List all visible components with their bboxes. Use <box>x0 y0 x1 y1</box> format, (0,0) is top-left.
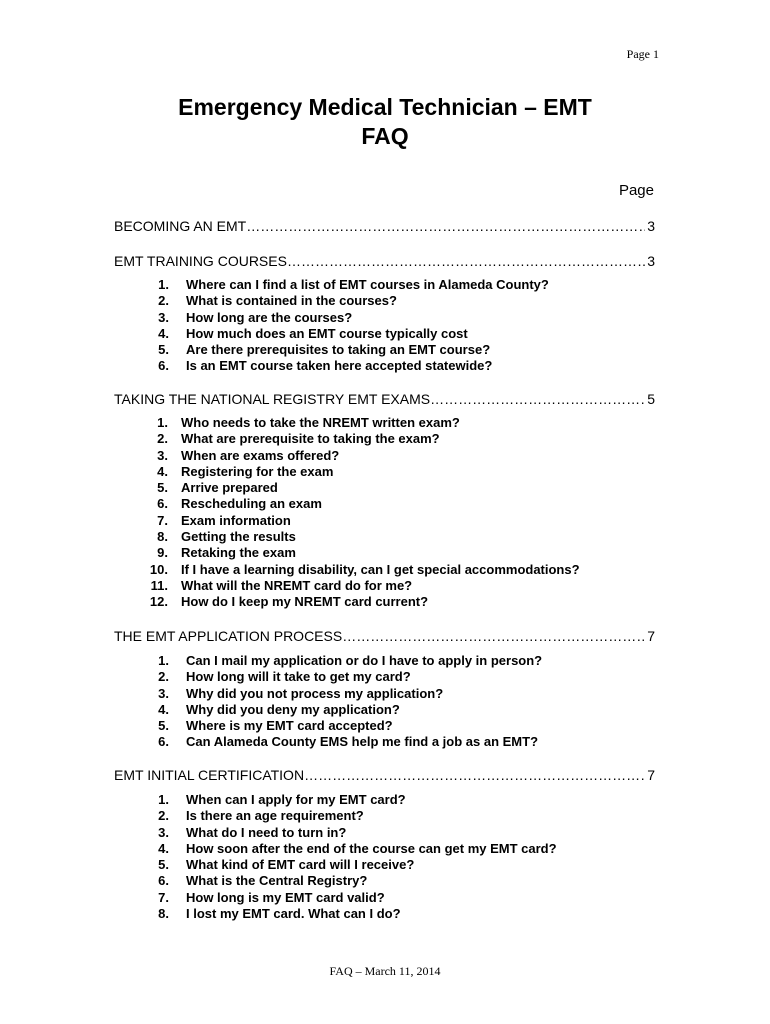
list-item[interactable] <box>114 808 557 824</box>
list-item[interactable] <box>114 277 549 293</box>
item-text: Are there prerequisites to taking an EMT course? <box>186 342 491 358</box>
list-item[interactable] <box>114 792 557 808</box>
list-item[interactable] <box>114 415 580 431</box>
page-footer: FAQ – March 11, 2014 <box>329 964 441 978</box>
title-line-2: FAQ <box>361 123 409 149</box>
item-number: 1. <box>158 653 169 668</box>
item-number: 2. <box>158 669 169 685</box>
item-text: What are prerequisite to taking the exam? <box>181 431 440 447</box>
item-text: How much does an EMT course typically cost <box>186 325 468 341</box>
list-item[interactable] <box>114 562 580 578</box>
item-text: When are exams offered? <box>181 447 340 463</box>
item-number: 12. <box>149 594 168 610</box>
list-item[interactable] <box>114 734 542 750</box>
page-column-header: Page <box>618 182 654 199</box>
item-text: Retaking the exam <box>181 545 296 561</box>
item-number: 4. <box>158 840 169 856</box>
item-text: Getting the results <box>181 529 296 545</box>
item-number: 4. <box>158 325 169 341</box>
item-number: 8. <box>157 529 168 545</box>
list-item[interactable] <box>114 431 580 447</box>
item-number: 2. <box>158 293 169 309</box>
list-item[interactable] <box>114 702 542 718</box>
item-text: How long is my EMT card valid? <box>186 889 385 905</box>
document-title <box>0 93 770 151</box>
list-item[interactable] <box>114 825 557 841</box>
list-item[interactable] <box>114 326 549 342</box>
item-number: 7. <box>157 512 168 528</box>
list-item[interactable] <box>114 310 549 326</box>
item-text: Where is my EMT card accepted? <box>186 718 393 734</box>
question-list-training-courses <box>114 277 549 375</box>
item-number: 5. <box>158 718 169 734</box>
item-text: Why did you not process my application? <box>186 685 444 701</box>
item-text: What is contained in the courses? <box>186 293 397 309</box>
list-item[interactable] <box>114 464 580 480</box>
list-item[interactable] <box>114 480 580 496</box>
item-text: What do I need to turn in? <box>186 824 347 840</box>
item-number: 2. <box>157 431 168 447</box>
question-list-application-process <box>114 653 542 751</box>
item-text: Can Alameda County EMS help me find a job as an EMT? <box>186 734 539 750</box>
item-number: 3. <box>158 685 169 701</box>
item-text: Is there an age requirement? <box>186 808 364 824</box>
page-number: Page 1 <box>626 47 659 61</box>
item-text: When can I apply for my EMT card? <box>186 792 406 807</box>
list-item[interactable] <box>114 358 549 374</box>
list-item[interactable] <box>114 857 557 873</box>
list-item[interactable] <box>114 594 580 610</box>
item-number: 10. <box>149 561 168 577</box>
item-number: 5. <box>158 857 169 873</box>
section-label: EMT INITIAL CERTIFICATION <box>114 767 305 783</box>
section-label: BECOMING AN EMT <box>114 218 247 234</box>
section-label: TAKING THE NATIONAL REGISTRY EMT EXAMS <box>114 391 431 407</box>
list-item[interactable] <box>114 669 542 685</box>
list-item[interactable] <box>114 545 580 561</box>
title-line-1: Emergency Medical Technician – EMT <box>178 94 592 120</box>
item-text: How long will it take to get my card? <box>186 669 411 685</box>
item-number: 6. <box>158 873 169 889</box>
list-item[interactable] <box>114 686 542 702</box>
item-number: 5. <box>158 342 169 358</box>
leader-dots <box>287 253 645 269</box>
item-number: 1. <box>158 792 169 807</box>
list-item[interactable] <box>114 653 542 669</box>
section-page-number: 5 <box>647 391 655 407</box>
leader-dots <box>246 218 645 234</box>
item-number: 3. <box>158 309 169 325</box>
item-number: 8. <box>158 906 169 922</box>
list-item[interactable] <box>114 718 542 734</box>
item-text: Can I mail my application or do I have to apply in person? <box>186 653 543 668</box>
list-item[interactable] <box>114 890 557 906</box>
toc-section-national-registry-exams[interactable] <box>114 391 655 407</box>
item-number: 6. <box>158 358 169 374</box>
question-list-national-registry <box>114 415 580 611</box>
list-item[interactable] <box>114 513 580 529</box>
leader-dots <box>430 391 645 407</box>
item-number: 9. <box>157 545 168 561</box>
section-page-number: 3 <box>647 218 655 234</box>
question-list-initial-certification <box>114 792 557 922</box>
list-item[interactable] <box>114 529 580 545</box>
item-text: Is an EMT course taken here accepted statewide? <box>186 358 493 374</box>
list-item[interactable] <box>114 906 557 922</box>
item-text: Arrive prepared <box>181 480 278 496</box>
list-item[interactable] <box>114 496 580 512</box>
section-page-number: 7 <box>647 767 655 783</box>
toc-section-application-process[interactable] <box>114 628 655 644</box>
item-text: Exam information <box>181 512 291 528</box>
item-text: What will the NREMT card do for me? <box>181 577 413 593</box>
item-number: 6. <box>158 734 169 750</box>
list-item[interactable] <box>114 342 549 358</box>
list-item[interactable] <box>114 293 549 309</box>
item-text: Why did you deny my application? <box>186 701 400 717</box>
item-text: If I have a learning disability, can I get special accommodations? <box>181 561 580 577</box>
item-number: 4. <box>157 463 168 479</box>
item-number: 6. <box>157 496 168 512</box>
item-number: 5. <box>157 480 168 496</box>
item-number: 1. <box>157 415 168 430</box>
list-item[interactable] <box>114 873 557 889</box>
section-page-number: 3 <box>647 253 655 269</box>
item-number: 3. <box>158 824 169 840</box>
item-text: I lost my EMT card. What can I do? <box>186 906 401 922</box>
toc-section-emt-training-courses[interactable] <box>114 253 655 269</box>
item-text: Rescheduling an exam <box>181 496 322 512</box>
item-text: How soon after the end of the course can get my EMT card? <box>186 840 557 856</box>
section-page-number: 7 <box>647 628 655 644</box>
item-text: What kind of EMT card will I receive? <box>186 857 415 873</box>
item-text: Where can I find a list of EMT courses in Alameda County? <box>186 277 549 292</box>
leader-dots <box>342 628 645 644</box>
item-number: 1. <box>158 277 169 292</box>
item-text: How do I keep my NREMT card current? <box>181 594 429 610</box>
item-text: How long are the courses? <box>186 309 353 325</box>
item-number: 3. <box>157 447 168 463</box>
item-number: 4. <box>158 701 169 717</box>
toc-section-becoming-an-emt[interactable] <box>114 218 655 234</box>
section-label: EMT TRAINING COURSES <box>114 253 287 269</box>
list-item[interactable] <box>114 448 580 464</box>
list-item[interactable] <box>114 578 580 594</box>
leader-dots <box>304 767 645 783</box>
item-text: What is the Central Registry? <box>186 873 368 889</box>
list-item[interactable] <box>114 841 557 857</box>
item-number: 2. <box>158 808 169 824</box>
item-number: 7. <box>158 889 169 905</box>
toc-section-initial-certification[interactable] <box>114 767 655 783</box>
item-text: Registering for the exam <box>181 463 334 479</box>
item-text: Who needs to take the NREMT written exam? <box>181 415 460 430</box>
section-label: THE EMT APPLICATION PROCESS <box>114 628 343 644</box>
item-number: 11. <box>150 577 168 593</box>
